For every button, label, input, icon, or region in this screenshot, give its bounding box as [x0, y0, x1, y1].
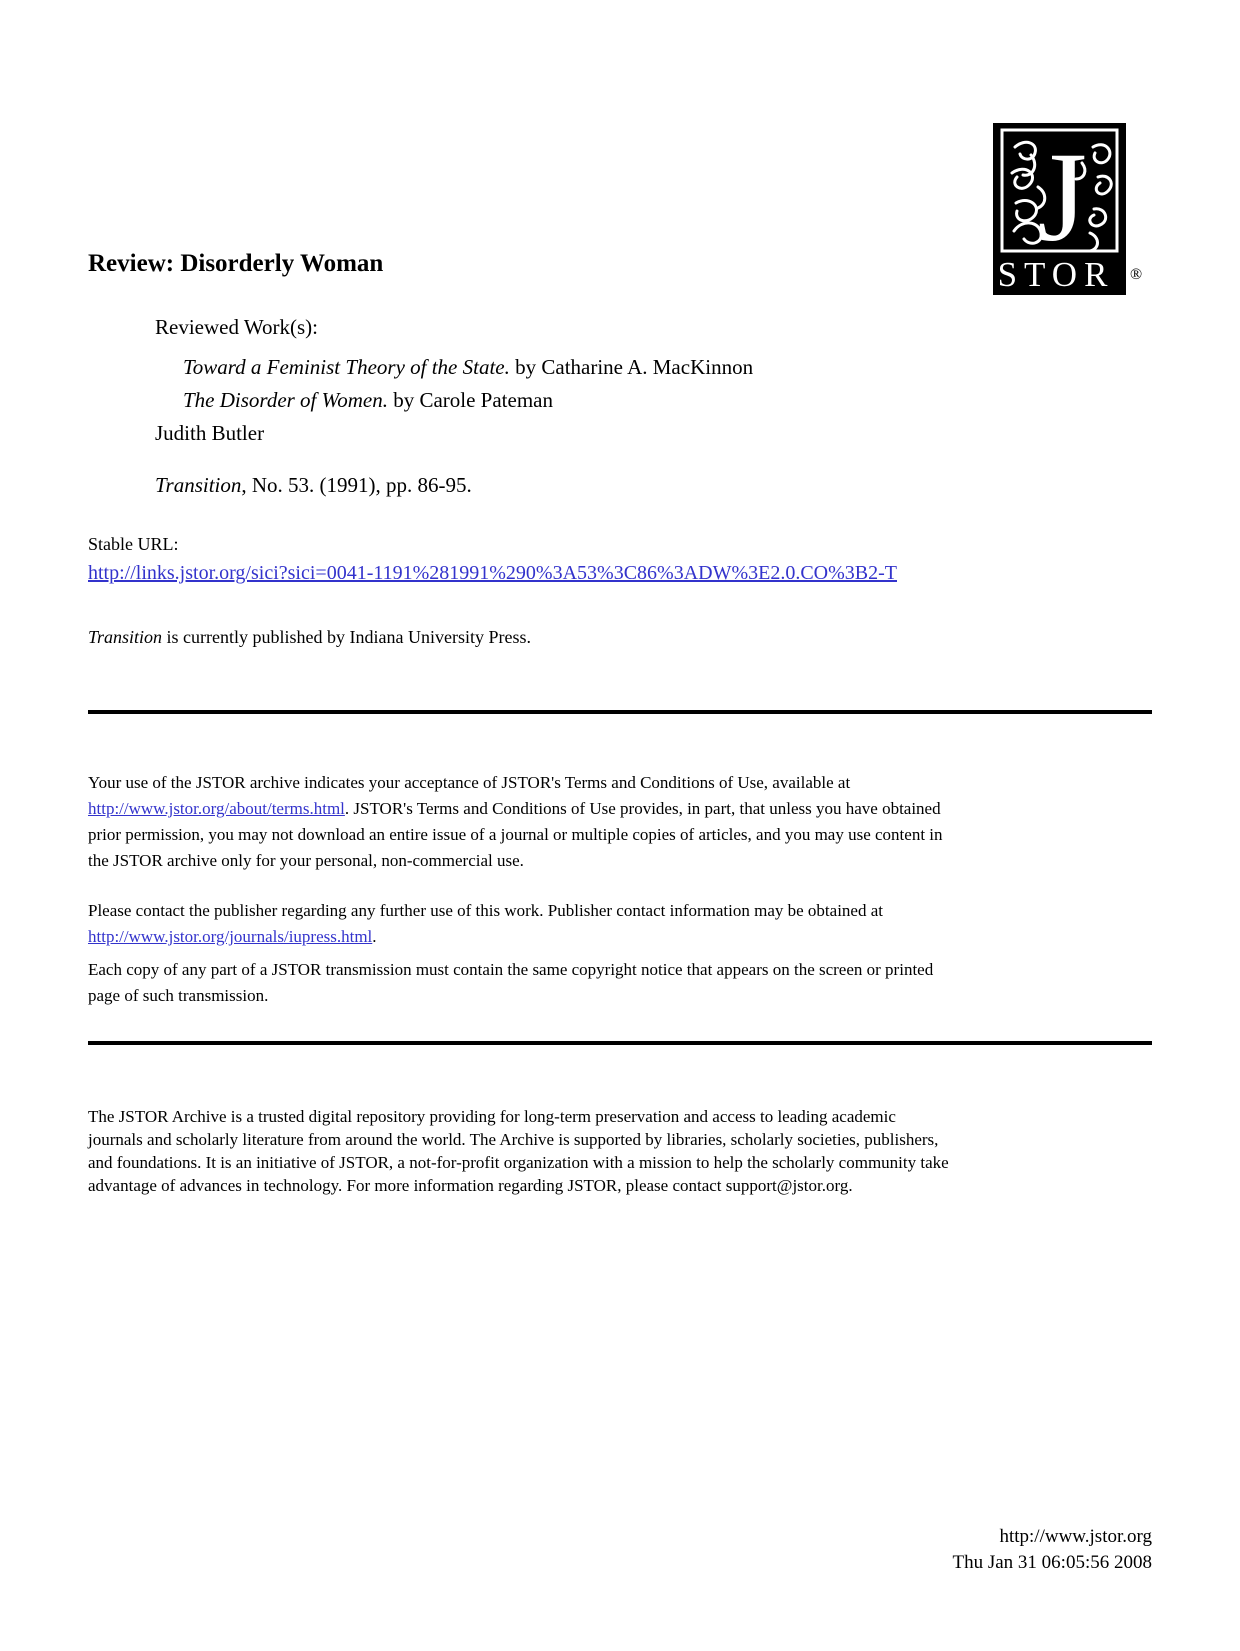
- logo-wordmark: STOR: [997, 255, 1115, 294]
- publisher-note-journal: Transition: [88, 627, 163, 647]
- terms-p1-line4: the JSTOR archive only for your personal, non-commercial use.: [88, 851, 524, 870]
- publisher-note: [88, 627, 531, 648]
- terms-paragraph-2: [88, 898, 883, 950]
- archive-note-line1: The JSTOR Archive is a trusted digital repository providing for long-term preservation and access to leading academic: [88, 1107, 896, 1126]
- terms-p1-line3: prior permission, you may not download an entire issue of a journal or multiple copies of articles, and you may use content in: [88, 825, 943, 844]
- footer: [953, 1524, 1153, 1576]
- terms-p3-line1: Each copy of any part of a JSTOR transmission must contain the same copyright notice that appears on the screen or printed: [88, 960, 934, 979]
- journal-name: Transition: [155, 473, 242, 497]
- terms-p2-line2-rest: .: [372, 927, 377, 946]
- article-title: Review: Disorderly Woman: [88, 250, 384, 277]
- reviewed-work-2-title: The Disorder of Women.: [183, 388, 388, 412]
- footer-timestamp: Thu Jan 31 06:05:56 2008: [952, 1552, 1152, 1573]
- terms-p2-line2: [88, 924, 883, 950]
- reviewed-works-label: Reviewed Work(s):: [155, 315, 318, 339]
- jstor-logo-graphic: [993, 123, 1126, 295]
- reviewed-work-2: [183, 388, 553, 413]
- archive-note-line4: advantage of advances in technology. For more information regarding JSTOR, please contact support@jstor.org.: [88, 1176, 853, 1195]
- stable-url-label: Stable URL:: [88, 534, 179, 554]
- horizontal-rule-bottom: [88, 1041, 1152, 1045]
- footer-url: http://www.jstor.org: [999, 1526, 1152, 1547]
- reviewer-name: Judith Butler: [155, 421, 265, 445]
- jstor-logo: [993, 123, 1126, 295]
- terms-of-use-link[interactable]: http://www.jstor.org/about/terms.html: [88, 799, 345, 818]
- stable-url-link[interactable]: http://links.jstor.org/sici?sici=0041-1191%281991%290%3A53%3C86%3ADW%3E2.0.CO%3B2-T: [88, 562, 897, 584]
- terms-p2-line1: Please contact the publisher regarding any further use of this work. Publisher contact information may be obtained at: [88, 901, 883, 920]
- terms-p3-line2: page of such transmission.: [88, 986, 269, 1005]
- reviewed-work-1-byline: by Catharine A. MacKinnon: [509, 355, 754, 379]
- terms-paragraph-3: [88, 957, 933, 1009]
- terms-paragraph-1: [88, 770, 943, 874]
- reviewed-work-1: [183, 355, 753, 380]
- reviewed-work-2-byline: by Carole Pateman: [387, 388, 553, 412]
- terms-p1-line1: Your use of the JSTOR archive indicates your acceptance of JSTOR's Terms and Conditions of Use, available at: [88, 773, 851, 792]
- registered-trademark-symbol: ®: [1130, 266, 1143, 283]
- terms-p1-line2: [88, 796, 943, 822]
- journal-citation-rest: , No. 53. (1991), pp. 86-95.: [241, 473, 472, 497]
- archive-note-paragraph: [88, 1105, 949, 1197]
- horizontal-rule-top: [88, 710, 1152, 714]
- publisher-contact-link[interactable]: http://www.jstor.org/journals/iupress.html: [88, 927, 373, 946]
- archive-note-line2: journals and scholarly literature from around the world. The Archive is supported by libraries, scholarly societies, publishers,: [88, 1130, 939, 1149]
- logo-letter-j: J: [1037, 126, 1087, 268]
- reviewed-work-1-title: Toward a Feminist Theory of the State.: [183, 355, 510, 379]
- terms-p1-line2-rest: . JSTOR's Terms and Conditions of Use provides, in part, that unless you have obtained: [344, 799, 941, 818]
- journal-citation: [155, 473, 472, 498]
- archive-note-line3: and foundations. It is an initiative of JSTOR, a not-for-profit organization with a mission to help the scholarly community take: [88, 1153, 949, 1172]
- publisher-note-rest: is currently published by Indiana University Press.: [162, 627, 531, 647]
